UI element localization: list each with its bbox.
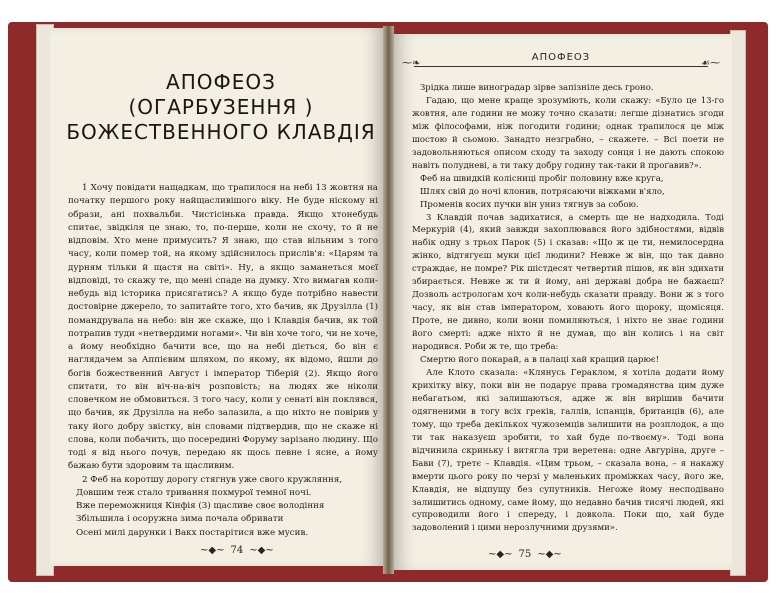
verse-line: Променів косих пучки він униз тягнув за собою. bbox=[420, 199, 639, 210]
chapter-title bbox=[62, 70, 380, 145]
paragraph: 2 Феб на коротшу дорогу стягнув уже свого кружляння, bbox=[82, 474, 343, 485]
header-rule bbox=[414, 66, 708, 67]
corner-flourish-icon: ⁓❧ bbox=[402, 58, 421, 69]
corner-flourish-icon: ☙⁓ bbox=[701, 58, 720, 69]
paragraph: Але Клото сказала: «Клянусь Гераклом, я хотіла додати йому крихітку віку, поки він не подарує права громадянства цим дуже небагатьом, які залишаються, адже ж він вирішив бачити одягненими в тогу всіх греків, галлів, іспанців, британців (6), але тому, що треба декількох чужоземців залишити на розплодок, а що ти так наказуєш зробити, то хай буде по-твоєму». Тоді вона відчинила скриньку і витягла три веретена: одне Авгуріна, друге – Бави (7), третє – Клавдія. «Цим трьом, – сказала вона, – я накажу вмерти цього року по черзі у маленьких проміжках часу, його же, Клавдія, не відпущу без супутників. Негоже йому несподівано залишитись одному, саме йому, що недавно бачив тисячі людей, які супроводили його і спереду, і довкола. Поки що, хай буде задоволений і цими нерозлучними друзями». bbox=[412, 367, 724, 534]
page-number-right: ∼◆∼ 75 ∼◆∼ bbox=[488, 549, 562, 560]
title-line: БОЖЕСТВЕННОГО КЛАВДІЯ bbox=[66, 120, 376, 144]
running-head-title: АПОФЕОЗ bbox=[526, 52, 596, 63]
verse-line: Осені милі дарунки і Вакх постарітися вже мусив. bbox=[76, 527, 309, 538]
verse-line: Зрідка лише виноградар зірве запізніле десь гроно. bbox=[420, 83, 654, 93]
paragraph: 3 Клавдій почав задихатися, а смерть ще не надходила. Тоді Меркурій (4), який завжди захоплювався його здібностями, відвів набік одну з трьох Парок (5) і сказав: «Що ж це ти, немилосердна жінко, відтягуєш муки цієї людини? Невже ж він, що так давно страждає, не помре? Рік шістдесят четвертий пішов, як він здихати збирається. Невже ж ти й йому, ані державі добра не бажаєш? Дозволь астрологам хоч коли-небудь сказати правду. Вони ж з того часу, як він став імператором, ховають його щороку, щомісяця. Проте, не дивно, коли вони помиляються, і ніхто не знає години його смерті: адже ніхто й не думав, що він колись і на світ народився. Роби ж те, що треба: bbox=[412, 212, 724, 353]
title-line: АПОФЕОЗ bbox=[166, 70, 276, 94]
running-header bbox=[396, 52, 726, 70]
verse-line: Феб на швидкій колісниці пробіг половину вже круга, bbox=[420, 173, 664, 184]
paragraph: 1 Хочу повідати нащадкам, що трапилося на небі 13 жовтня на початку першого року найщасливішого віку. Не буде ніскому ні образи, ані похвальби. Чистісінька правда. Якщо хтонебудь спитає, звідкіля це знаю, то, по-перше, коли не схочу, то й не відповім. Хто мене примусить? Я знаю, що став вільним з того часу, коли помер той, на якому здійснилось прислів'я: «Царям та дурням тільки й щастя на світі». Ну, а якщо заманеться моєї відповіді, то скажу те, що мені спаде на думку. Хто вимагав коли-небудь від історика присягатись? А якщо буде потрібно навести достовірне джерело, то запитайте того, хто бачив, як Друзілла (1) помандрувала на небо: він же скаже, що і Клавдія бачив, як той потрапив туди «нетвердими ногами». Чи він хоче того, чи не хоче, а йому необхідно бачити все, що на небі діється, бо він є наглядачем за Аппієвим шляхом, по якому, як відомо, йшли до богів божественний Август і імператор Тіберій (2). Якщо його спитати, то він віч-на-віч розповість; на людях же ніколи словечком не обмовиться. З того часу, коли у сенаті він поклявся, що бачив, як Друзілла на небо залазила, а що ніхто не повірив у таку його добру звістку, він словами підтвердив, що не скаже ні слова, коли побачить, що посередині Форуму зарізано людину. Що тоді я від нього почув, передаю як щось певне і ясне, а йому бажаю бути здоровим та щасливим. bbox=[68, 183, 378, 472]
verse-line: Вже переможниця Кінфія (3) щасливе своє володіння bbox=[76, 501, 325, 511]
paragraph: Гадаю, що мене краще зрозуміють, коли скажу: «Було це 13-го жовтня, але години не можу точно сказати: легше дізнатись згоди між філософами, ніж погодити години; однак трапилося це між шостою й сьомою. Занадто незграбно, – скажете. – Всі поети не задовольняються описом сходу та заходу сонця і не дають спокою навіть полудневі, а ти таку добру годину так-таки й проґавив?». bbox=[412, 95, 724, 171]
verse-line: Довшим теж стало тривання похмурої темної ночі. bbox=[76, 487, 312, 498]
book-gutter bbox=[383, 26, 394, 574]
right-page-text bbox=[412, 82, 724, 535]
verse-line: Смертю його покарай, а в палаці хай кращий царює! bbox=[420, 355, 660, 366]
page-number-left: ∼◆∼ 74 ∼◆∼ bbox=[200, 545, 274, 556]
folio-ornament-icon: ∼◆∼ bbox=[200, 545, 225, 556]
left-page-text bbox=[68, 182, 378, 540]
folio-ornament-icon: ∼◆∼ bbox=[488, 549, 513, 560]
verse-line: Збільшила і осоружна зима почала обривати bbox=[76, 514, 284, 525]
folio-ornament-icon: ∼◆∼ bbox=[537, 549, 562, 560]
verse-line: Шлях свій до ночі клонив, потрясаючи віжками в'яло, bbox=[420, 186, 665, 197]
right-page-edges bbox=[730, 30, 746, 576]
folio-ornament-icon: ∼◆∼ bbox=[249, 545, 274, 556]
title-line: (ОГАРБУЗЕННЯ ) bbox=[128, 95, 314, 119]
